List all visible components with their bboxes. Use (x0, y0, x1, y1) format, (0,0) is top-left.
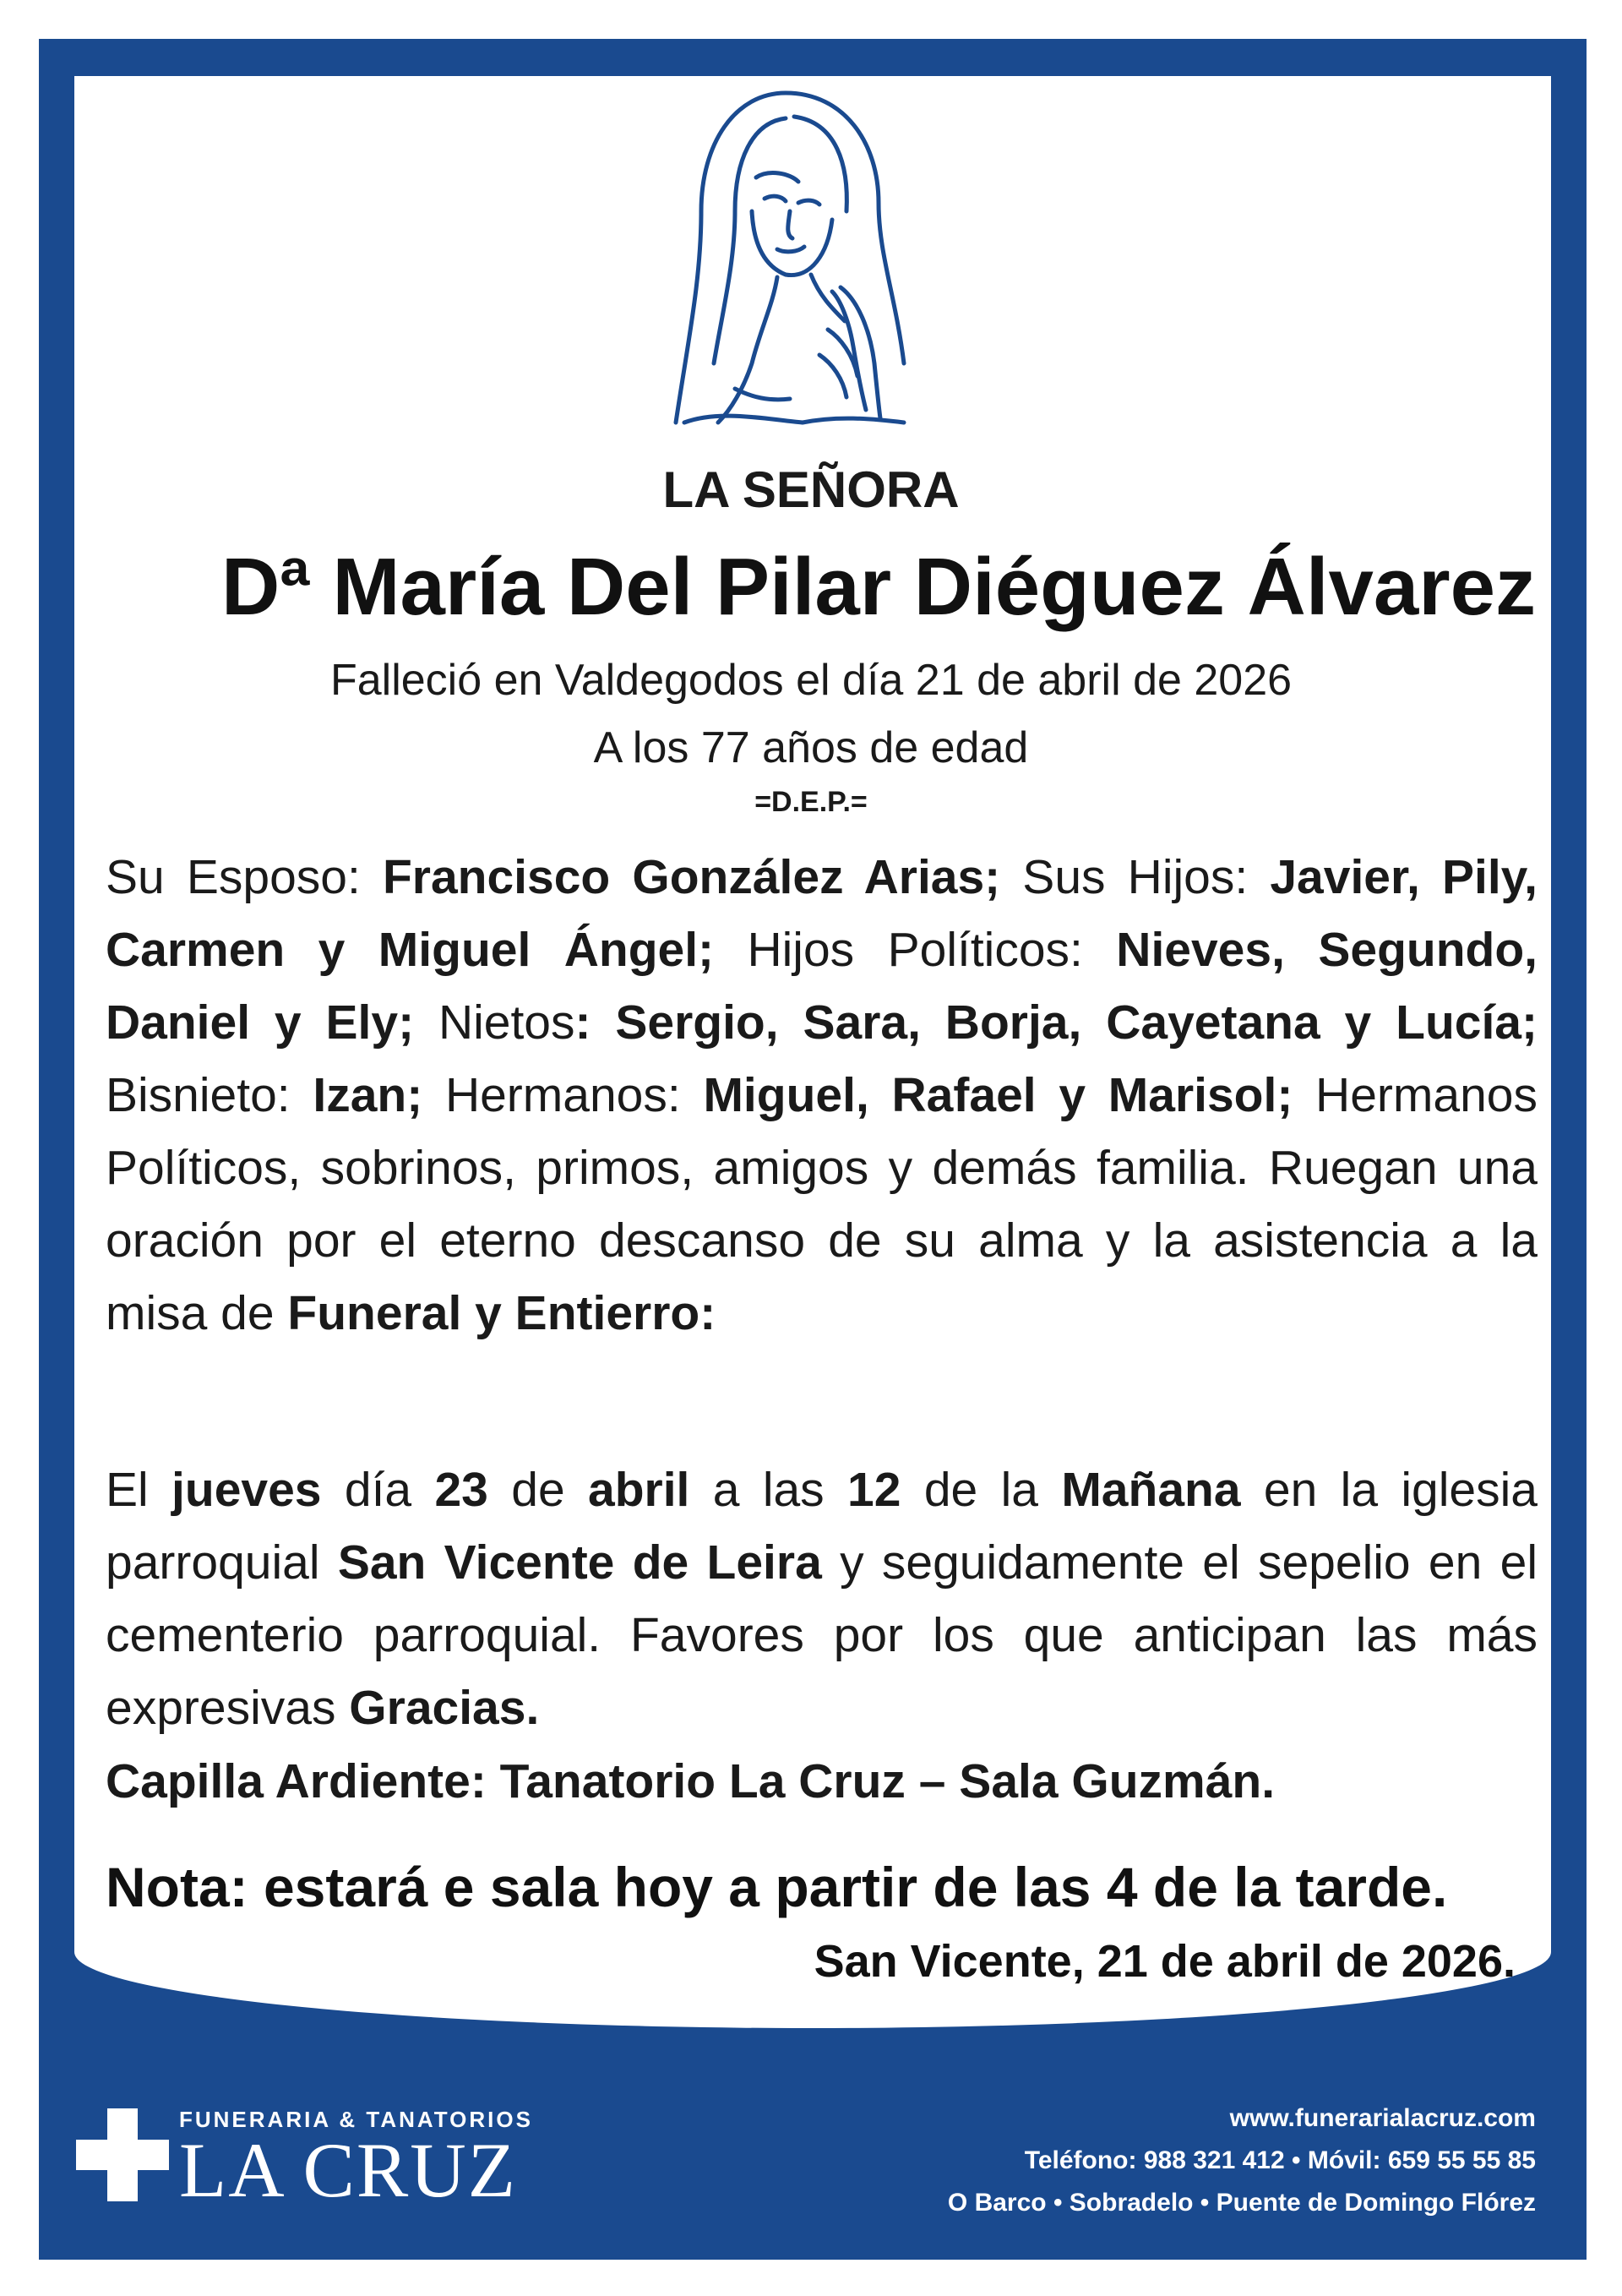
nota-line: Nota: estará e sala hoy a partir de las 4 de la tarde. (106, 1856, 1448, 1918)
logo-tagline: FUNERARIA & TANATORIOS (179, 2107, 533, 2132)
service-text: día (321, 1463, 435, 1517)
family-text: Bisnieto: (106, 1068, 313, 1122)
family-name: Javier, Pily, Carmen y Miguel Ángel; (106, 850, 1538, 977)
family-text: Sus Hijos: (1000, 850, 1271, 904)
service-text: de la (901, 1463, 1062, 1517)
service-text: de (487, 1463, 589, 1517)
family-name: Francisco González Arias; (382, 850, 1001, 904)
family-name: Nieves, Segundo, Daniel y Ely; (106, 923, 1538, 1050)
service-text: a las (689, 1463, 848, 1517)
locations: O Barco • Sobradelo • Puente de Domingo Flórez (947, 2189, 1536, 2217)
service-emphasis: abril (588, 1463, 690, 1517)
family-name: Miguel, Rafael y Marisol; (703, 1068, 1293, 1122)
service-text: en la iglesia parroquial (106, 1463, 1538, 1590)
website-link[interactable]: www.funerarialacruz.com (1229, 2104, 1536, 2132)
family-text: Nietos (414, 995, 575, 1050)
cross-icon (76, 2108, 169, 2201)
family-text: Hermanos: (422, 1068, 704, 1122)
capilla-ardiente: Capilla Ardiente: Tanatorio La Cruz – Sala Guzmán. (106, 1754, 1276, 1808)
family-name: Funeral y Entierro: (287, 1286, 716, 1340)
death-line: Falleció en Valdegodos el día 21 de abril de 2026 (329, 656, 1293, 705)
service-emphasis: 23 (434, 1463, 488, 1517)
service-emphasis: jueves (171, 1463, 322, 1517)
place-date: San Vicente, 21 de abril de 2026. (814, 1936, 1516, 1987)
virgin-mary-illustration (650, 85, 929, 431)
service-emphasis: Gracias. (349, 1681, 540, 1735)
title-prefix: LA SEÑORA (662, 461, 960, 518)
family-text: Hermanos Políticos, sobrinos, primos, amigos y demás familia. Ruegan una oración por el eterno descanso de su alma y la asistencia a la misa de (106, 1068, 1538, 1340)
service-text: y seguidamente el sepelio en el cementerio parroquial. Favores por los que anticipan las más expresivas (106, 1535, 1538, 1735)
service-emphasis: Mañana (1061, 1463, 1241, 1517)
family-paragraph (106, 841, 1538, 1350)
service-emphasis: San Vicente de Leira (337, 1535, 822, 1590)
service-paragraph (106, 1453, 1538, 1744)
age-line: A los 77 años de edad (593, 723, 1029, 772)
logo-brand: LA CRUZ (179, 2127, 517, 2213)
family-name: : Sergio, Sara, Borja, Cayetana y Lucía; (574, 995, 1538, 1050)
dep-line: =D.E.P.= (754, 786, 868, 818)
family-name: Izan; (313, 1068, 423, 1122)
family-text: Hijos Políticos: (714, 923, 1117, 977)
service-emphasis: 12 (847, 1463, 901, 1517)
family-text: Su Esposo: (106, 850, 383, 904)
service-text: El (106, 1463, 172, 1517)
deceased-name: Dª María Del Pilar Diéguez Álvarez (220, 542, 1537, 632)
phone-numbers: Teléfono: 988 321 412 • Móvil: 659 55 55 85 (1024, 2146, 1536, 2174)
